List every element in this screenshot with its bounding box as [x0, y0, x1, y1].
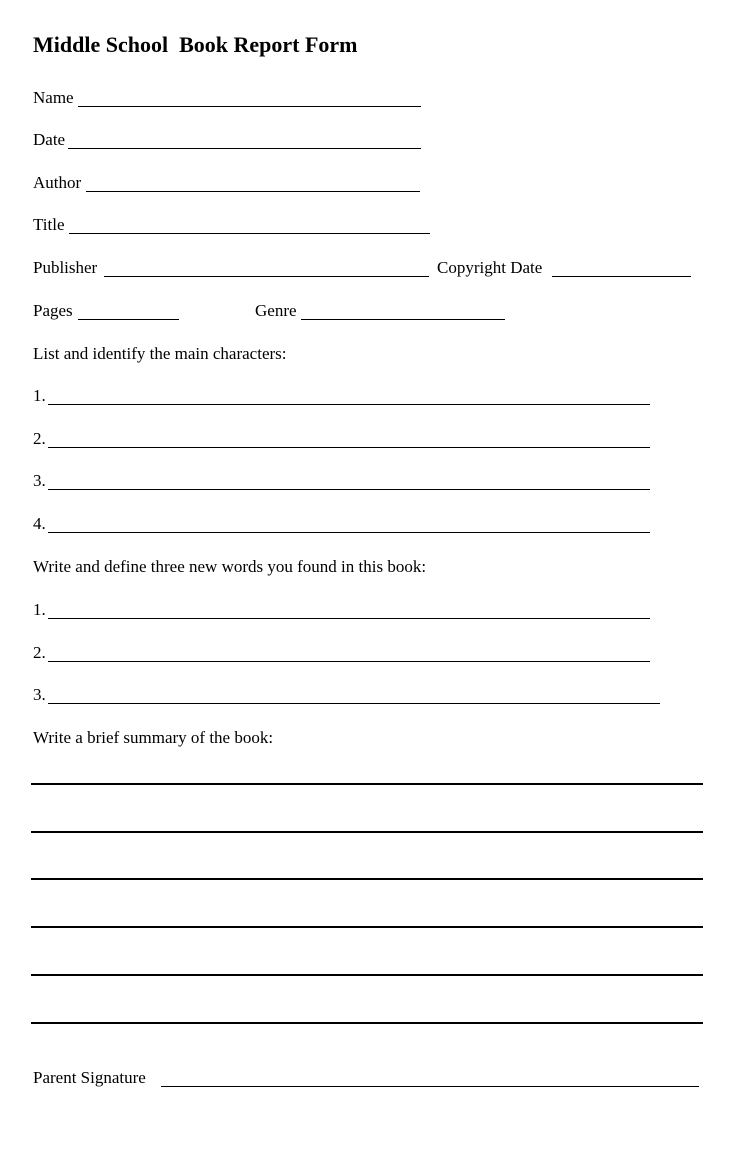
publisher-field[interactable]	[33, 257, 433, 279]
character-number: 1.	[33, 386, 46, 405]
summary-line[interactable]	[31, 1022, 703, 1024]
name-field[interactable]	[33, 87, 423, 109]
character-input-line[interactable]	[48, 447, 650, 448]
vocabulary-number: 2.	[33, 643, 46, 662]
vocabulary-input-line[interactable]	[48, 661, 650, 662]
copyright-date-field[interactable]	[437, 257, 693, 279]
summary-line[interactable]	[31, 974, 703, 976]
vocabulary-number: 1.	[33, 600, 46, 619]
date-label: Date	[33, 130, 66, 149]
publisher-label: Publisher	[33, 258, 98, 277]
genre-input-line[interactable]	[301, 319, 505, 320]
pages-label: Pages	[33, 301, 73, 320]
parent-signature-input-line[interactable]	[161, 1086, 699, 1087]
title-field[interactable]	[33, 214, 433, 236]
pages-field[interactable]	[33, 300, 183, 322]
summary-line[interactable]	[31, 783, 703, 785]
name-input-line[interactable]	[78, 106, 421, 107]
summary-prompt: Write a brief summary of the book:	[33, 728, 274, 747]
parent-signature-field[interactable]	[33, 1067, 703, 1089]
title-label: Title	[33, 215, 65, 234]
author-field[interactable]	[33, 172, 423, 194]
vocabulary-line[interactable]	[33, 599, 653, 621]
vocabulary-prompt: Write and define three new words you found in this book:	[33, 557, 427, 576]
character-input-line[interactable]	[48, 404, 650, 405]
vocabulary-input-line[interactable]	[48, 703, 660, 704]
publisher-input-line[interactable]	[104, 276, 429, 277]
genre-field[interactable]	[255, 300, 507, 322]
author-input-line[interactable]	[86, 191, 420, 192]
vocabulary-line[interactable]	[33, 684, 663, 706]
page-title: Middle School Book Report Form	[33, 32, 358, 57]
vocabulary-input-line[interactable]	[48, 618, 650, 619]
character-line[interactable]	[33, 513, 653, 535]
date-input-line[interactable]	[68, 148, 421, 149]
characters-prompt: List and identify the main characters:	[33, 344, 287, 363]
name-label: Name	[33, 88, 74, 107]
genre-label: Genre	[255, 301, 297, 320]
character-line[interactable]	[33, 428, 653, 450]
character-number: 3.	[33, 471, 46, 490]
copyright-date-input-line[interactable]	[552, 276, 691, 277]
summary-line[interactable]	[31, 878, 703, 880]
summary-line[interactable]	[31, 926, 703, 928]
character-input-line[interactable]	[48, 489, 650, 490]
date-field[interactable]	[33, 129, 423, 151]
character-line[interactable]	[33, 385, 653, 407]
copyright-date-label: Copyright Date	[437, 258, 543, 277]
title-input-line[interactable]	[69, 233, 430, 234]
vocabulary-line[interactable]	[33, 642, 653, 664]
character-line[interactable]	[33, 470, 653, 492]
vocabulary-number: 3.	[33, 685, 46, 704]
character-number: 2.	[33, 429, 46, 448]
character-input-line[interactable]	[48, 532, 650, 533]
summary-line[interactable]	[31, 831, 703, 833]
parent-signature-label: Parent Signature	[33, 1068, 146, 1087]
character-number: 4.	[33, 514, 46, 533]
pages-input-line[interactable]	[78, 319, 179, 320]
author-label: Author	[33, 173, 82, 192]
